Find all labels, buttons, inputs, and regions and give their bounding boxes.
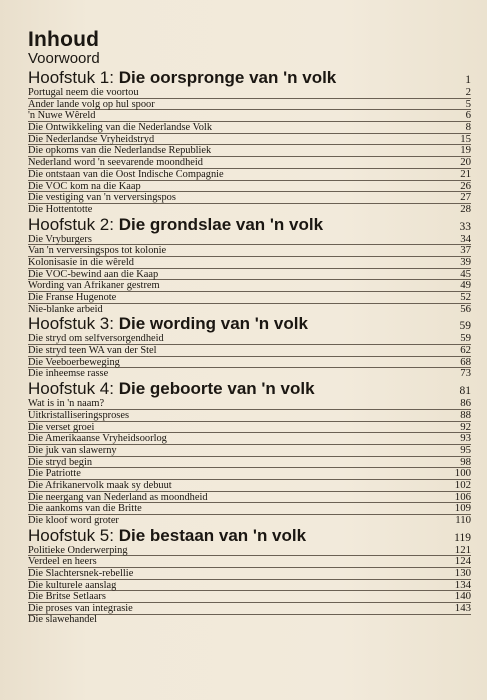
chapter-page-number: 1 (465, 74, 471, 86)
toc-entry-page: 15 (460, 132, 471, 145)
foreword-entry: Voorwoord (28, 50, 100, 67)
toc-entry-page: 92 (460, 420, 471, 433)
chapter-number: Hoofstuk 3: (28, 314, 114, 334)
chapter-heading[interactable] (28, 526, 471, 545)
toc-entry-title: Die ontstaan van die Oost Indische Compagnie (28, 169, 224, 180)
toc-entry[interactable] (28, 368, 471, 379)
toc-entry[interactable] (28, 269, 471, 281)
toc-entry-title: Die verset groei (28, 422, 95, 433)
toc-entry-page: 37 (460, 244, 471, 257)
chapter-title: Die oorspronge van 'n volk (118, 68, 337, 87)
toc-entry[interactable] (28, 345, 471, 357)
toc-entry-title: Die juk van slawerny (28, 445, 117, 456)
toc-entry-title: Die proses van integrasie (28, 604, 133, 615)
toc-entry[interactable] (28, 615, 471, 626)
toc-entry[interactable] (28, 145, 471, 157)
toc-entry[interactable] (28, 457, 471, 469)
toc-entry-title: Die Nederlandse Vryheidstryd (28, 134, 155, 145)
toc-entry-title: Die Ontwikkeling van die Nederlandse Volk (28, 123, 213, 134)
toc-entry-title: Die stryd om selfversorgendheid (28, 334, 164, 345)
toc-entry-title: Die Hottentotte (28, 204, 93, 215)
toc-entry-page: 130 (454, 567, 471, 580)
toc-entry[interactable] (28, 492, 471, 504)
toc-entry-title: Die Slachtersnek-rebellie (28, 569, 134, 580)
toc-entry-page: 124 (454, 555, 471, 568)
toc-entry[interactable] (28, 304, 471, 315)
toc-entry[interactable] (28, 204, 471, 215)
toc-entry[interactable] (28, 181, 471, 193)
toc-entry-page: 26 (460, 179, 471, 192)
toc-title: Inhoud (28, 28, 100, 51)
toc-entry[interactable] (28, 433, 471, 445)
toc-entry-title: Kolonisasie in die wêreld (28, 257, 134, 268)
chapter-heading[interactable] (28, 314, 471, 333)
toc-entry-title: Ander lande volg op hul spoor (28, 99, 155, 110)
toc-entry-page: 88 (460, 408, 471, 421)
toc-entry-page: 143 (454, 602, 471, 615)
chapter-section (28, 379, 471, 526)
toc-entry-title: Die Franse Hugenote (28, 293, 117, 303)
toc-entry[interactable] (28, 292, 471, 304)
toc-entry-title: Die kulturele aanslag (28, 580, 117, 591)
toc-entry-title: Portugal neem die voortou (28, 88, 139, 98)
chapter-number: Hoofstuk 1: (28, 68, 114, 87)
toc-entry[interactable] (28, 468, 471, 480)
toc-entry-title: Die vestiging van 'n verversingspos (28, 193, 176, 204)
toc-entry-page: 28 (460, 202, 471, 215)
toc-entry-title: Die stryd teen WA van der Stel (28, 346, 157, 357)
toc-entry-page: 2 (465, 86, 471, 98)
toc-entry-page: 52 (460, 291, 471, 303)
chapter-title: Die geboorte van 'n volk (118, 379, 315, 399)
toc-entry-title: Die neergang van Nederland as moondheid (28, 492, 208, 503)
toc-entry-title: Die opkoms van die Nederlandse Republiek (28, 146, 212, 157)
toc-entry[interactable] (28, 157, 471, 169)
toc-entry[interactable] (28, 515, 471, 526)
chapter-section (28, 215, 471, 315)
toc-entry-title: Die Britse Setlaars (28, 592, 106, 603)
toc-entry-title: Die stryd begin (28, 457, 93, 468)
toc-entry-page: 121 (454, 543, 471, 556)
toc-entry[interactable] (28, 556, 471, 568)
toc-entry-title: Die VOC kom na die Kaap (28, 181, 141, 192)
toc-entry-page: 95 (460, 443, 471, 456)
toc-entry-page: 102 (454, 478, 471, 491)
toc-entry-page: 134 (454, 578, 471, 591)
toc-entry-title: Die Amerikaanse Vryheidsoorlog (28, 434, 167, 445)
toc-entry[interactable] (28, 480, 471, 492)
toc-entry[interactable] (28, 110, 471, 122)
toc-entry-title: Wording van Afrikaner gestrem (28, 281, 160, 292)
chapter-list (28, 68, 471, 626)
toc-entry-title: Die kloof word groter (28, 516, 119, 526)
toc-entry[interactable] (28, 257, 471, 269)
toc-entry-title: Van 'n verversingspos tot kolonie (28, 246, 167, 257)
toc-entry-page: 19 (460, 144, 471, 157)
toc-entry-title: Die Vryburgers (28, 234, 92, 245)
toc-entry-page: 6 (465, 109, 471, 122)
toc-entry-title: 'n Nuwe Wêreld (28, 111, 96, 122)
chapter-section (28, 314, 471, 379)
toc-entry-page: 27 (460, 191, 471, 204)
toc-entry-title: Nederland word 'n seevarende moondheid (28, 158, 203, 169)
toc-entry[interactable] (28, 568, 471, 580)
chapter-title: Die bestaan van 'n volk (118, 525, 307, 545)
toc-entry-page: 20 (460, 156, 471, 169)
toc-entry-page: 100 (454, 467, 471, 480)
toc-entry-page: 68 (460, 355, 471, 368)
chapter-section (28, 68, 471, 215)
toc-entry-title: Die Afrikanervolk maak sy debuut (28, 480, 172, 491)
toc-entry-page: 140 (454, 590, 471, 603)
chapter-page-number: 81 (459, 385, 471, 398)
toc-entry[interactable] (28, 99, 471, 111)
toc-entry[interactable] (28, 134, 471, 146)
toc-entry-page: 45 (460, 267, 471, 280)
toc-entry-page: 86 (460, 397, 471, 410)
toc-entry[interactable] (28, 357, 471, 369)
chapter-heading[interactable] (28, 68, 471, 87)
toc-entry[interactable] (28, 445, 471, 457)
toc-entry-title: Verdeel en heers (28, 557, 97, 568)
toc-entry[interactable] (28, 503, 471, 515)
chapter-number: Hoofstuk 5: (28, 525, 114, 545)
chapter-heading[interactable] (28, 215, 471, 234)
toc-entry[interactable] (28, 87, 471, 99)
chapter-page-number: 119 (454, 531, 471, 544)
toc-entry[interactable] (28, 422, 471, 434)
chapter-label (28, 215, 323, 234)
chapter-label (28, 379, 315, 398)
toc-entry-title: Die Veeboerbeweging (28, 357, 120, 368)
toc-entry-page: 21 (460, 167, 471, 180)
chapter-label (28, 68, 336, 87)
toc-entry-page: 49 (460, 279, 471, 292)
toc-entry-page: 39 (460, 255, 471, 268)
toc-entry-title: Nie-blanke arbeid (28, 304, 103, 315)
toc-entry[interactable] (28, 122, 471, 134)
toc-entry[interactable] (28, 280, 471, 292)
toc-entry[interactable] (28, 545, 471, 557)
chapter-section (28, 526, 471, 626)
toc-entry[interactable] (28, 169, 471, 181)
chapter-label (28, 526, 306, 545)
toc-entry-title: Uitkristalliseringsproses (28, 410, 130, 421)
toc-entry[interactable] (28, 580, 471, 592)
chapter-page-number: 59 (459, 320, 471, 333)
toc-entry-page: 109 (454, 502, 471, 515)
toc-entry[interactable] (28, 234, 471, 246)
toc-entry-page: 73 (460, 367, 471, 380)
toc-entry-title: Die Patriotte (28, 469, 81, 480)
toc-entry-title: Wat is in 'n naam? (28, 399, 105, 410)
chapter-heading[interactable] (28, 379, 471, 398)
chapter-number: Hoofstuk 4: (28, 379, 114, 399)
toc-entry-page: 34 (460, 232, 471, 245)
chapter-title: Die grondslae van 'n volk (118, 214, 324, 234)
chapter-page-number: 33 (459, 220, 471, 233)
toc-entry-page: 98 (460, 455, 471, 468)
toc-entry-page: 8 (465, 121, 471, 134)
toc-entry[interactable] (28, 333, 471, 345)
toc-entry-page: 106 (454, 490, 471, 503)
toc-entry-page: 62 (460, 344, 471, 357)
toc-entry-page: 93 (460, 432, 471, 445)
toc-entry-title: Die aankoms van die Britte (28, 504, 142, 515)
toc-entry[interactable] (28, 192, 471, 204)
toc-entry-page: 5 (465, 97, 471, 110)
chapter-label (28, 314, 308, 333)
toc-entry-page: 110 (455, 514, 471, 526)
toc-entry-page: 56 (460, 302, 471, 315)
chapter-number: Hoofstuk 2: (28, 214, 114, 234)
toc-entry[interactable] (28, 245, 471, 257)
toc-entry-title: Die slawehandel (28, 614, 97, 625)
toc-entry-title: Politieke Onderwerping (28, 545, 128, 556)
toc-entry-title: Die VOC-bewind aan die Kaap (28, 269, 159, 280)
toc-entry[interactable] (28, 398, 471, 410)
toc-entry-title: Die inheemse rasse (28, 369, 109, 380)
toc-entry[interactable] (28, 591, 471, 603)
toc-entry-page: 59 (460, 332, 471, 345)
toc-entry[interactable] (28, 410, 471, 422)
chapter-title: Die wording van 'n volk (118, 314, 308, 334)
toc-entry[interactable] (28, 603, 471, 615)
